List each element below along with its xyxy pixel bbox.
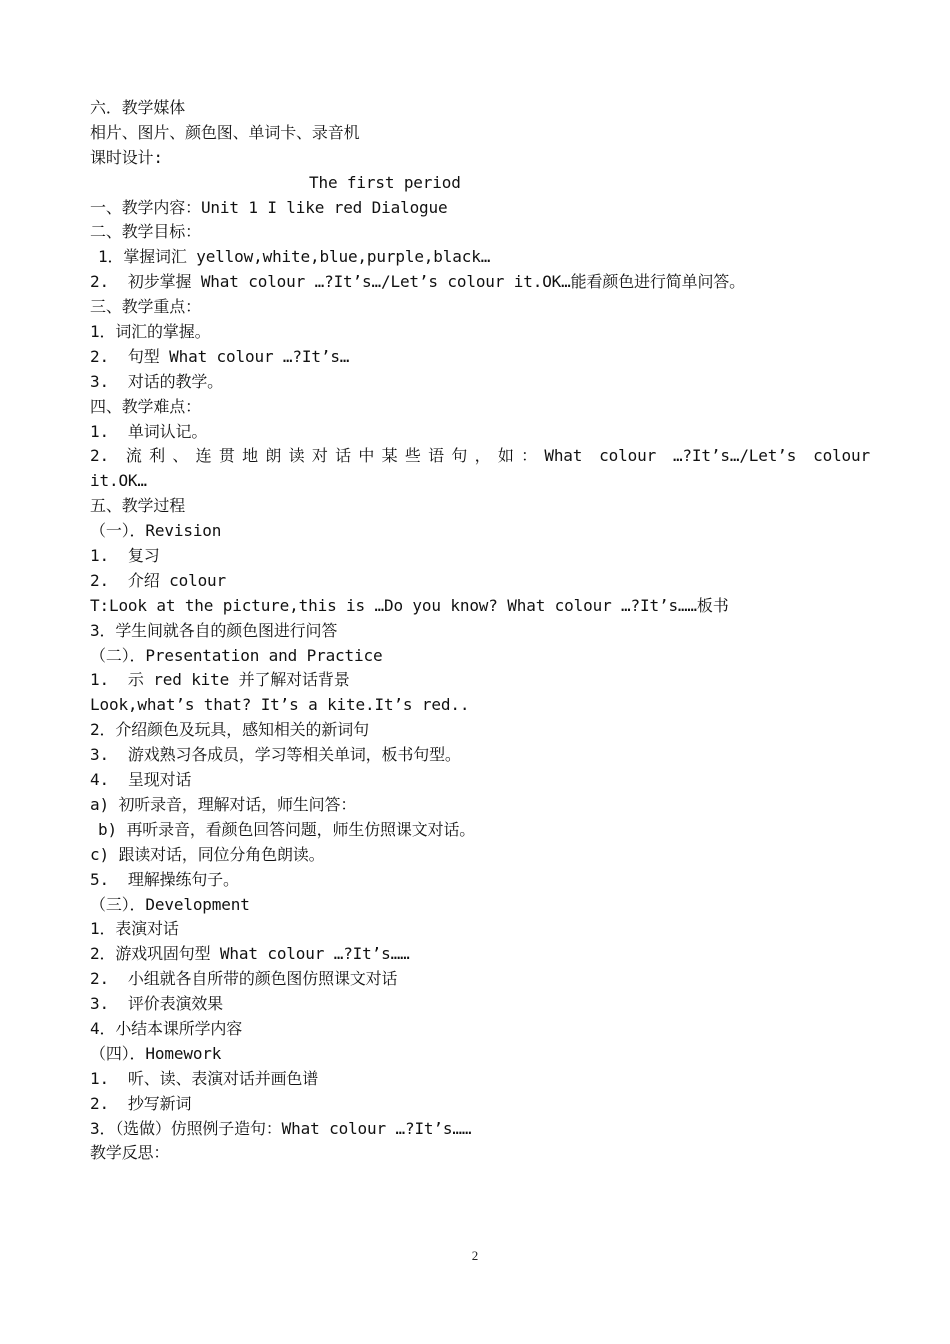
process-substep: b) 再听录音，看颜色回答问题，师生仿照课文对话。 (98, 819, 476, 839)
page-number: 2 (471, 1248, 479, 1263)
process-step: 3. 游戏熟习各成员，学习等相关单词，板书句型。 (90, 745, 461, 765)
lesson-design-label: 课时设计: (90, 147, 163, 167)
process-step: 5. 理解操练句子。 (90, 869, 239, 889)
process-step: 2. 小组就各自所带的颜色图仿照课文对话 (90, 969, 398, 989)
section-heading-process: 五、教学过程 (90, 496, 186, 516)
process-step: 3．学生间就各自的颜色图进行问答 (90, 620, 338, 640)
process-step: 1．表演对话 (90, 919, 179, 939)
key-point-item: 2. 句型 What colour …?It’s… (90, 346, 350, 366)
process-step: 1. 复习 (90, 546, 160, 566)
section-heading-content: 一、教学内容：Unit 1 I like red Dialogue (90, 197, 448, 217)
dialogue-line: Look,what’s that? It’s a kite.It’s red.. (90, 695, 470, 715)
process-step: 2．游戏巩固句型 What colour …?It’s…… (90, 944, 410, 964)
period-title: The first period (309, 172, 461, 192)
difficulty-item: 1. 单词认记。 (90, 421, 208, 441)
key-point-item: 1．词汇的掌握。 (90, 322, 211, 342)
difficulty-item-continued: it.OK… (90, 471, 147, 491)
homework-item: 1. 听、读、表演对话并画色谱 (90, 1068, 319, 1088)
process-step: 3. 评价表演效果 (90, 994, 224, 1014)
section-heading-difficulties: 四、教学难点： (90, 396, 201, 416)
process-step: 2．介绍颜色及玩具，感知相关的新词句 (90, 720, 369, 740)
process-step: 2. 介绍 colour (90, 570, 227, 590)
process-step: 1. 示 red kite 并了解对话背景 (90, 670, 350, 690)
subsection-heading-development: （三）．Development (90, 894, 250, 914)
difficulty-item: 2. 流利、连贯地朗读对话中某些语句，如：What colour …?It’s…/Let’s colour (90, 446, 870, 466)
section-heading-key-points: 三、教学重点： (90, 297, 201, 317)
objective-item: 2. 初步掌握 What colour …?It’s…/Let’s colour it.OK…能看颜色进行简单问答。 (90, 272, 745, 292)
media-list: 相片、图片、颜色图、单词卡、录音机 (90, 122, 360, 142)
objective-item: 1．掌握词汇 yellow,white,blue,purple,black… (98, 247, 491, 267)
section-heading-objectives: 二、教学目标： (90, 222, 201, 242)
process-substep: a) 初听录音，理解对话，师生问答： (90, 794, 357, 814)
section-heading-media: 六．教学媒体 (90, 98, 186, 117)
homework-item: 2. 抄写新词 (90, 1093, 192, 1113)
subsection-heading-presentation: （二）．Presentation and Practice (90, 645, 383, 665)
process-step: 4. 呈现对话 (90, 770, 192, 790)
dialogue-line: T:Look at the picture,this is …Do you know? What colour …?It’s……板书 (90, 595, 729, 615)
key-point-item: 3. 对话的教学。 (90, 371, 224, 391)
document-body (90, 96, 870, 1166)
process-step: 4．小结本课所学内容 (90, 1018, 243, 1038)
process-substep: c) 跟读对话，同位分角色朗读。 (90, 844, 325, 864)
subsection-heading-homework: （四）．Homework (90, 1043, 222, 1063)
reflection-label: 教学反思： (90, 1143, 170, 1163)
homework-item: 3．（选做）仿照例子造句：What colour …?It’s…… (90, 1118, 472, 1138)
subsection-heading-revision: （一）．Revision (90, 521, 222, 541)
